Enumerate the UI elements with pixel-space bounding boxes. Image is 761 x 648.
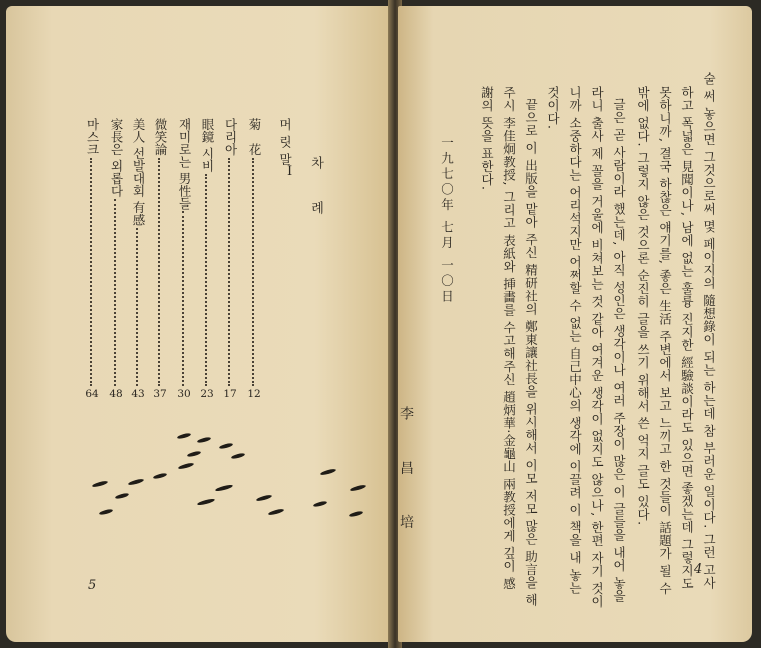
preface-line: 것이다. [545,86,561,130]
toc-item-label: 다리아 [223,118,238,156]
toc-item[interactable] [176,118,192,400]
toc-item-label: 재미로는 男性들 [177,118,192,210]
toc-item[interactable] [84,118,100,400]
preface-date: 一九七〇年 七月 一〇日 [439,136,455,305]
toc-item-page: 37 [153,388,167,400]
preface-line: 謝의 뜻을 표한다. [479,86,495,191]
flock-of-birds-illustration [76,426,376,536]
preface-line: 끝으로 이 出版을 맡아 주신 精研社의 鄭東讓社長을 위시해서 이모 저모 많은 助言을 해 [523,98,539,607]
left-page-number: 5 [88,578,97,593]
toc-item-page: 30 [177,388,191,400]
toc-title: 차 례 [308,156,323,229]
toc-item[interactable] [222,118,238,400]
toc-leader-dots [228,158,232,387]
toc-leader-dots [158,158,162,387]
toc-item[interactable] [246,118,262,400]
toc-item[interactable] [130,118,146,400]
right-page-number: 4 [694,562,703,577]
preface-line: 주시 李佳炯教授, 그리고 表紙와 挿畵를 수고해주신 趙炳華·金龜山 兩教授에게 깊이 感 [501,86,517,591]
preface-line: 못하니까, 결국 하찮은 얘기를, 좋은 生活 주변에서 보고 느끼고 한 것들이 話題가 될 수 [657,86,673,596]
toc-item-page: 12 [247,388,261,400]
toc-leader-dots [252,158,256,387]
toc-leader-dots [136,228,140,386]
toc-item-label: 微笑論 [153,118,168,156]
preface-line: 술 써 놓으면 그것으로써 몇 페이지의 隨想錄이 되는 하는데 참 부러운 일이다. 그런 고사 [701,72,717,590]
preface-line: 라니 출사 제 꼴을 거울에 비쳐보는 것 같아 여겨운 생각이 없지도 않으나, 한편 자기 것이 [589,86,605,609]
preface-line: 글은 곧 사람이라 했는데, 아직 성인은 생각이나 여러 주장이 많은 이 글들을 내어 놓을 [611,98,627,603]
toc-item-label: 眼鏡 시비 [200,118,215,172]
author-signature: 李 昌 培 [398,406,414,547]
section-mark: I [287,164,293,179]
toc-item-page: 43 [131,388,145,400]
toc-item[interactable] [199,118,215,400]
right-page-preface [398,6,752,642]
preface-line: 하고 폭넓은 見聞이나, 남에 없는 훌륭 진지한 經驗談이라도 있으면 좋겠는데 그렇지도 [679,86,695,591]
toc-item-label: 마스크 [85,118,100,156]
toc-item-page: 64 [85,388,99,400]
toc-leader-dots [114,199,118,386]
preface-line: 밖에 없다. 그렇지 않은 것으론 순진히 글을 쓰기 위해서 쓴 억지 글도 있다. [635,86,651,526]
toc-preface: 머 릿 말 [277,118,293,166]
toc-item-page: 48 [109,388,123,400]
toc-leader-dots [182,211,186,386]
toc-leader-dots [90,158,94,387]
toc-item-page: 17 [223,388,237,400]
toc-item-page: 23 [200,388,214,400]
toc-item-label: 菊 花 [247,118,262,156]
left-page-toc [6,6,392,642]
toc-leader-dots [205,174,209,386]
toc-item[interactable] [152,118,168,400]
toc-item-label: 家長은 외롭다 [109,118,124,197]
preface-line: 니까 소중하다는 어리석지만 어쩌할 수 없는 自己中心의 생각에 이끌려 이 책을 내 놓는 [567,86,583,595]
toc-item-label: 美人 선발대회 有感 [131,118,146,226]
toc-item[interactable] [108,118,124,400]
